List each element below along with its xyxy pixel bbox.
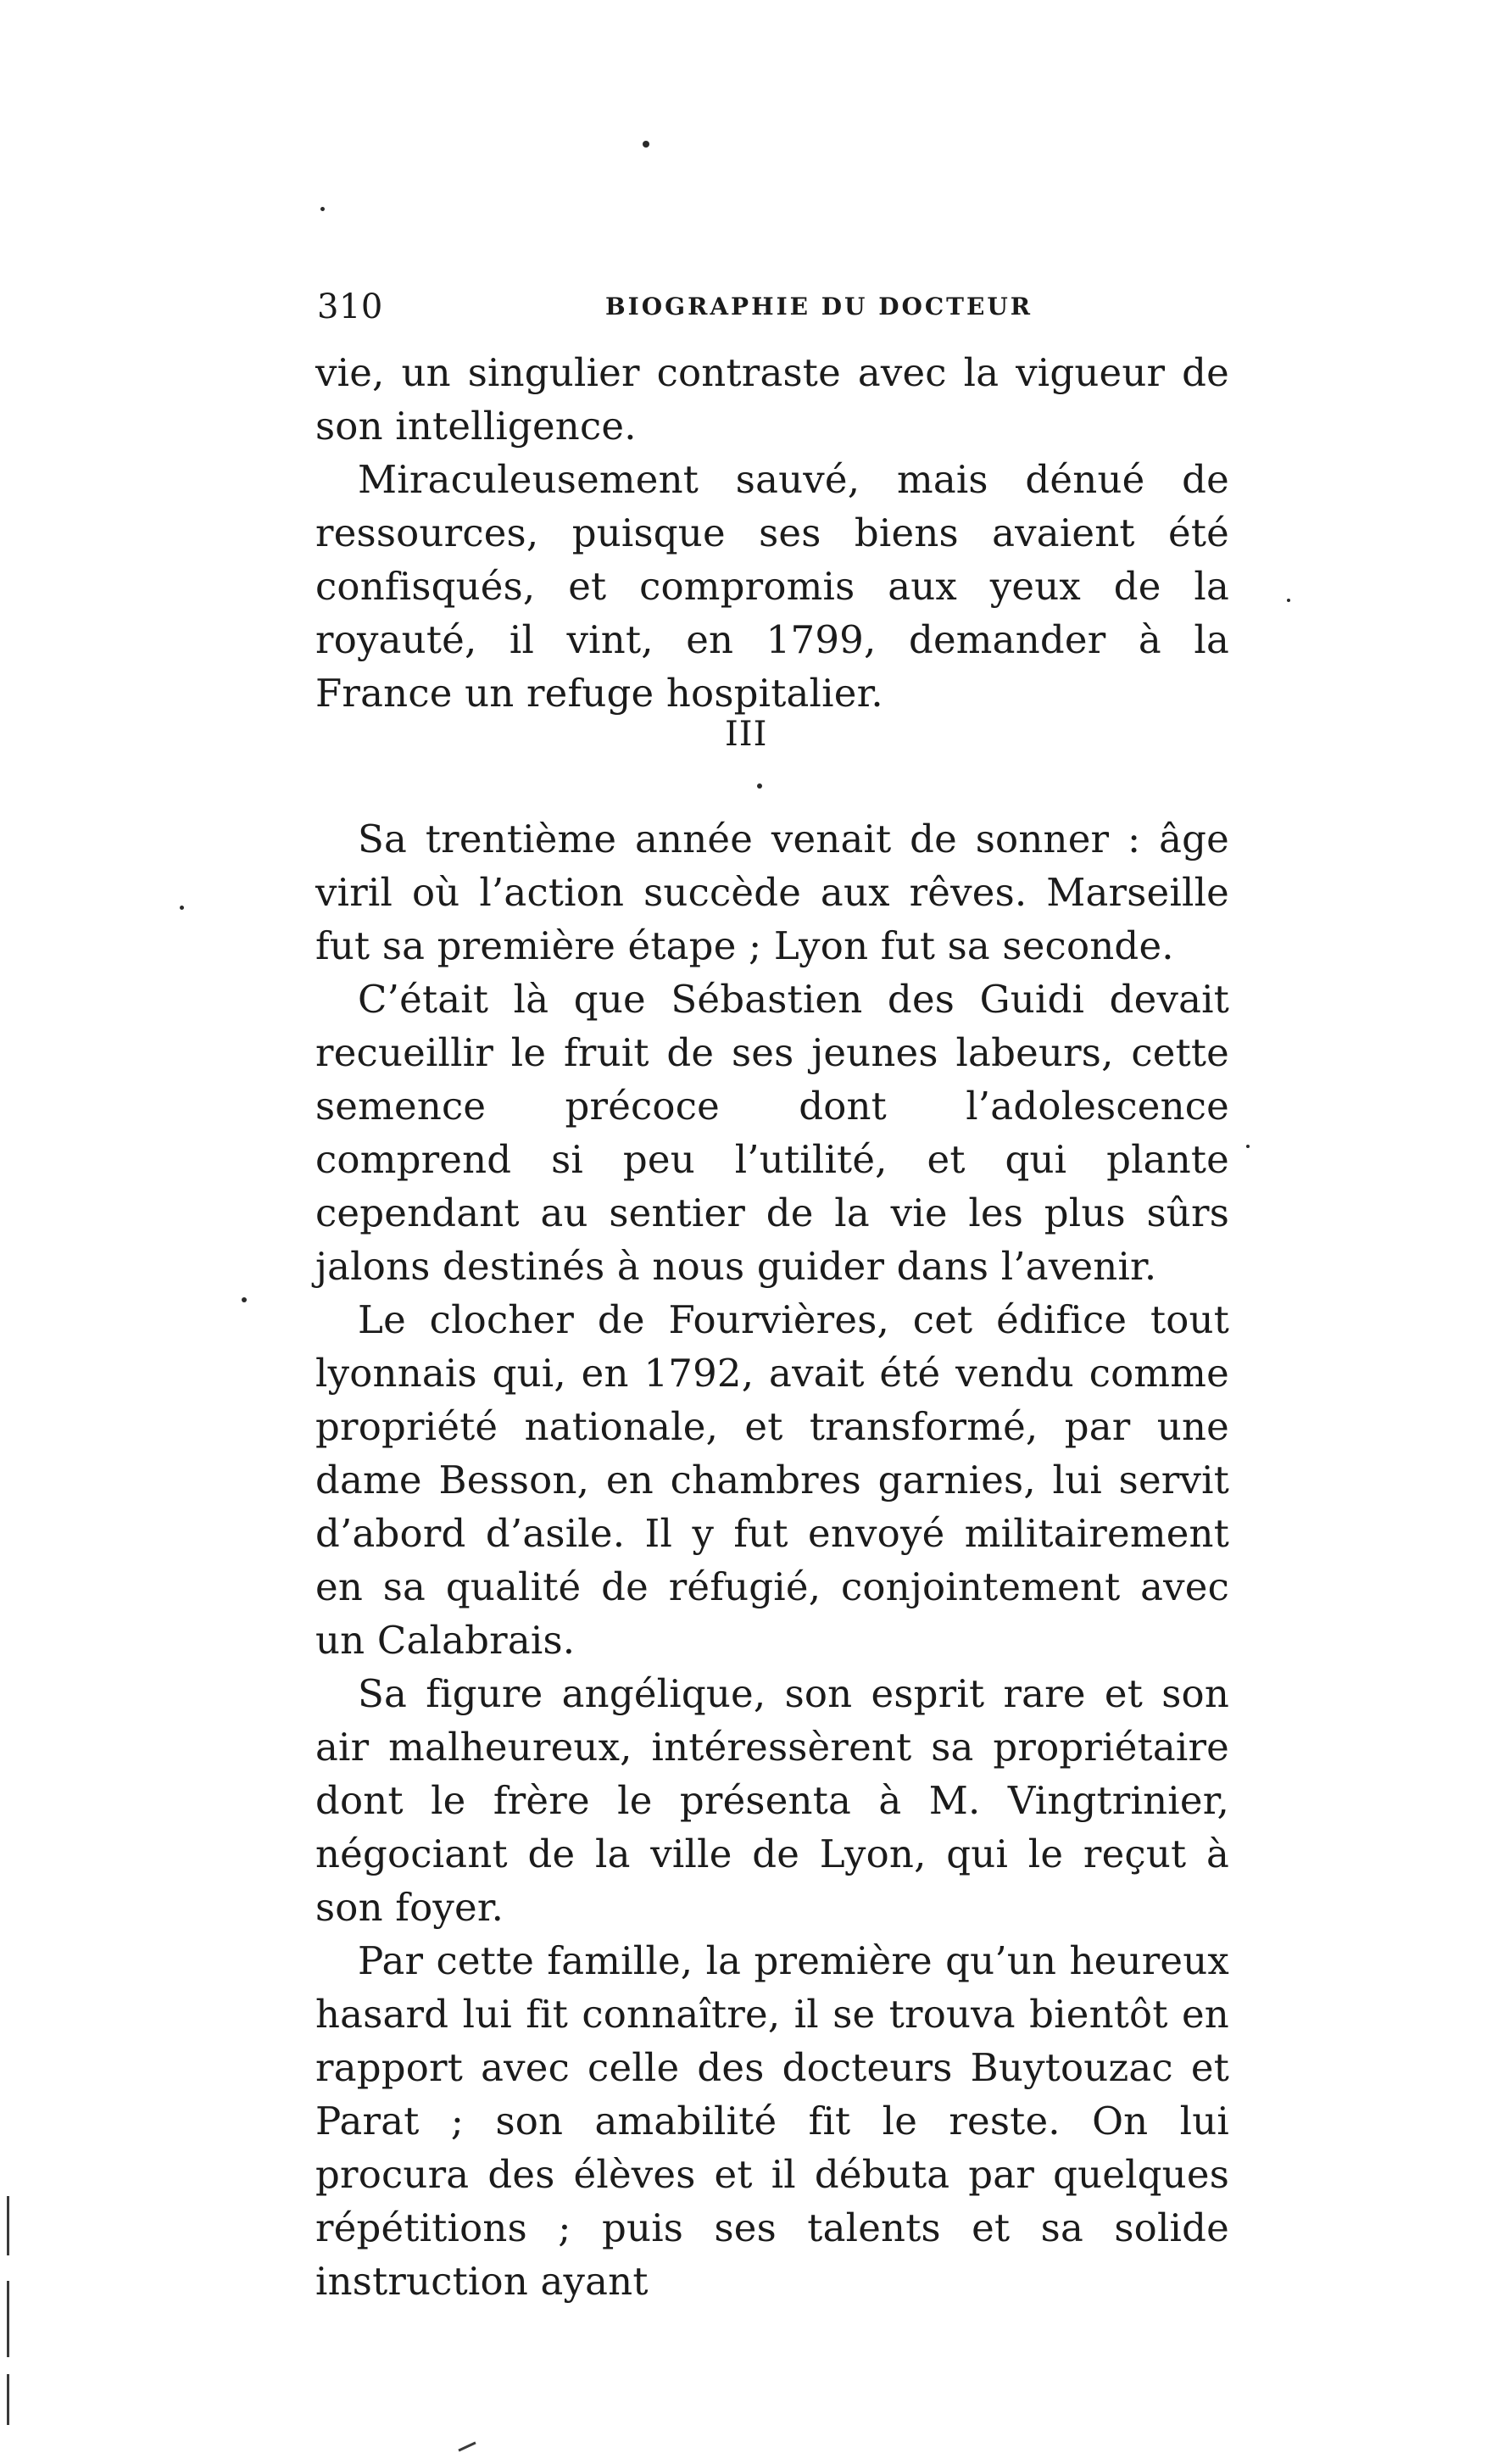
paragraph: Par cette famille, la première qu’un heureux hasard lui fit connaître, il se trouva bientôt en rapport avec celle des docteurs Buytouzac et Parat ; son amabilité fit le reste. On lui procura des élèves et il débuta par quelques répétitions ; puis ses talents et sa solide instruction ayant bbox=[315, 1938, 1229, 2304]
text-block-after-section bbox=[315, 812, 1229, 2308]
scan-speck bbox=[320, 207, 325, 211]
paragraph-continued: vie, un singulier contraste avec la vigueur de son intelligence. bbox=[315, 350, 1229, 449]
scan-edge-mark bbox=[7, 2281, 9, 2357]
paragraph: Sa figure angélique, son esprit rare et son air malheureux, intéressèrent sa propriétaire dont le frère le présenta à M. Vingtrinier, négociant de la ville de Lyon, qui le reçut à son foyer. bbox=[315, 1671, 1229, 1930]
scan-speck bbox=[242, 1297, 247, 1302]
page-number: 310 bbox=[317, 287, 383, 326]
running-head: BIOGRAPHIE DU DOCTEUR bbox=[605, 293, 1033, 321]
text-block-before-section bbox=[315, 346, 1229, 720]
scan-speck bbox=[757, 783, 762, 789]
scan-speck bbox=[1287, 599, 1290, 602]
scan-edge-mark bbox=[7, 2196, 9, 2255]
scan-edge-mark bbox=[7, 2374, 9, 2425]
paragraph: Le clocher de Fourvières, cet édifice tout lyonnais qui, en 1792, avait été vendu comme propriété nationale, et transformé, par une dame Besson, en chambres garnies, lui servit d’abord d’asile. Il y fut envoyé militairement en sa qualité de réfugié, conjointement avec un Calabrais. bbox=[315, 1297, 1229, 1663]
page-header bbox=[317, 282, 1229, 332]
scan-speck bbox=[1246, 1145, 1250, 1148]
paragraph: Sa trentième année venait de sonner : âge viril où l’action succède aux rêves. Marseille fut sa première étape ; Lyon fut sa seconde. bbox=[315, 817, 1229, 968]
scan-speck bbox=[180, 906, 184, 910]
section-heading: III bbox=[725, 715, 768, 754]
paragraph: C’était là que Sébastien des Guidi devait recueillir le fruit de ses jeunes labeurs, cette semence précoce dont l’adolescence comprend si peu l’utilité, et qui plante cependant au sentier de la vie les plus sûrs jalons destinés à nous guider dans l’avenir. bbox=[315, 977, 1229, 1289]
paragraph: Miraculeusement sauvé, mais dénué de ressources, puisque ses biens avaient été confisqués, et compromis aux yeux de la royauté, il vint, en 1799, demander à la France un refuge hospitalier. bbox=[315, 457, 1229, 716]
scan-edge-mark bbox=[458, 2441, 476, 2451]
scan-speck bbox=[643, 141, 649, 148]
